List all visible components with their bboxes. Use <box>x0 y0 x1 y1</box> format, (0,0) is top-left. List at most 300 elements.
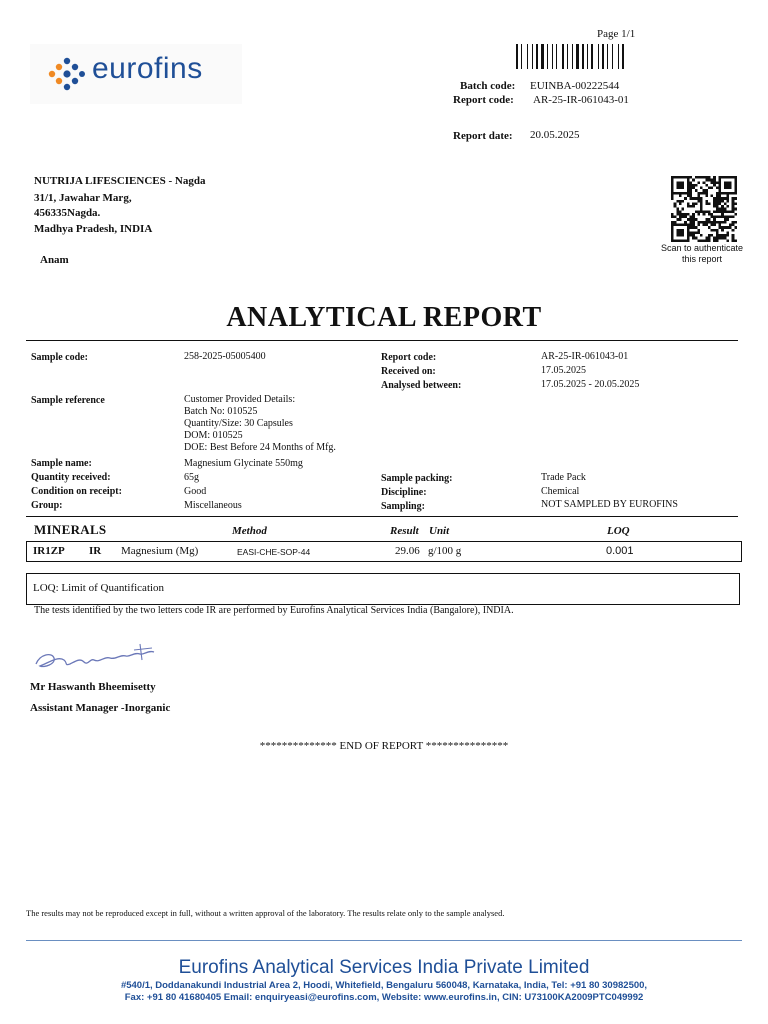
qr-module <box>676 229 679 232</box>
qr-module <box>692 179 695 182</box>
qr-module <box>689 226 692 229</box>
reference-line: Batch No: 010525 <box>184 406 258 417</box>
qr-module <box>721 205 724 208</box>
qr-module <box>719 200 722 203</box>
qr-module <box>705 176 708 179</box>
qr-module <box>708 179 711 182</box>
qr-module <box>687 181 690 184</box>
qr-module <box>711 213 714 216</box>
barcode-bar <box>539 44 540 69</box>
qr-module <box>695 176 698 179</box>
qr-module <box>703 176 706 179</box>
qr-module <box>684 213 687 216</box>
qr-module <box>716 234 719 237</box>
qr-module <box>724 216 727 219</box>
barcode-bar <box>622 44 624 69</box>
barcode-bar <box>569 44 571 69</box>
sampling-value: NOT SAMPLED BY EUROFINS <box>541 499 678 510</box>
qr-module <box>695 189 698 192</box>
qr-module <box>697 229 700 232</box>
reference-line: DOE: Best Before 24 Months of Mfg. <box>184 442 336 453</box>
qr-module <box>700 234 703 237</box>
company-name: Eurofins Analytical Services India Private Limited <box>178 957 590 978</box>
qr-module <box>708 239 711 242</box>
qr-module <box>713 200 716 203</box>
qr-module <box>703 239 706 242</box>
qr-module <box>684 224 687 227</box>
barcode-bar <box>618 44 619 69</box>
qr-module <box>719 184 722 187</box>
qr-module <box>684 216 687 219</box>
qr-module <box>721 216 724 219</box>
qr-module <box>724 184 727 187</box>
qr-module <box>692 234 695 237</box>
discipline-label: Discipline: <box>381 487 427 498</box>
qr-module <box>724 197 727 200</box>
barcode-bar <box>519 44 520 69</box>
analysed-between-value: 17.05.2025 - 20.05.2025 <box>541 379 640 390</box>
qr-module <box>716 187 719 190</box>
qr-module <box>705 239 708 242</box>
group-value: Miscellaneous <box>184 500 242 511</box>
qr-module <box>703 221 706 224</box>
qr-module <box>705 218 708 221</box>
qr-module <box>689 176 692 179</box>
qr-module <box>674 216 677 219</box>
qr-module <box>700 197 703 200</box>
qr-module <box>684 192 687 195</box>
barcode-bar <box>614 44 617 69</box>
qr-module <box>726 226 729 229</box>
qr-module <box>676 192 679 195</box>
qr-module <box>716 231 719 234</box>
qr-module <box>734 208 737 211</box>
qr-module <box>729 181 732 184</box>
received-on-value: 17.05.2025 <box>541 365 586 376</box>
reference-line: Customer Provided Details: <box>184 394 296 405</box>
barcode-bar <box>620 44 621 69</box>
qr-module <box>708 237 711 240</box>
qr-module <box>674 239 677 242</box>
qr-module <box>734 176 737 179</box>
report-date-label: Report date: <box>453 130 513 142</box>
qr-module <box>724 181 727 184</box>
qr-module <box>713 224 716 227</box>
qr-module <box>719 181 722 184</box>
qr-module <box>708 234 711 237</box>
qr-module <box>711 221 714 224</box>
barcode-bar <box>589 44 590 69</box>
qr-module <box>719 216 722 219</box>
qr-module <box>708 202 711 205</box>
qr-caption <box>652 243 752 265</box>
quantity-label: Quantity received: <box>31 472 111 483</box>
qr-module <box>726 205 729 208</box>
barcode-bar <box>523 44 526 69</box>
qr-module <box>732 239 735 242</box>
qr-module <box>721 234 724 237</box>
qr-module <box>682 224 685 227</box>
qr-module <box>711 194 714 197</box>
qr-module <box>695 202 698 205</box>
qr-module <box>682 192 685 195</box>
barcode-bar <box>554 44 555 69</box>
quantity-value: 65g <box>184 472 199 483</box>
signatory-role: Assistant Manager -Inorganic <box>30 702 171 714</box>
qr-module <box>687 229 690 232</box>
qr-module <box>713 221 716 224</box>
barcode-bar <box>605 44 606 69</box>
qr-module <box>734 213 737 216</box>
qr-module <box>721 208 724 211</box>
qr-module <box>676 239 679 242</box>
qr-module <box>713 216 716 219</box>
qr-module <box>697 176 700 179</box>
qr-module <box>700 176 703 179</box>
qr-module <box>697 181 700 184</box>
qr-module <box>732 202 735 205</box>
qr-module <box>726 197 729 200</box>
qr-module <box>692 224 695 227</box>
qr-module <box>726 192 729 195</box>
qr-module <box>721 237 724 240</box>
qr-module <box>726 239 729 242</box>
logo-wordmark: eurofins <box>92 52 203 85</box>
qr-module <box>724 218 727 221</box>
qr-module <box>703 192 706 195</box>
qr-module <box>732 237 735 240</box>
qr-module <box>705 189 708 192</box>
barcode-bar <box>591 44 593 69</box>
qr-module <box>692 218 695 221</box>
qr-module <box>695 237 698 240</box>
sampling-label: Sampling: <box>381 501 425 512</box>
qr-module <box>700 208 703 211</box>
qr-module <box>695 226 698 229</box>
qr-module <box>689 218 692 221</box>
barcode-bar <box>609 44 611 69</box>
qr-module <box>705 202 708 205</box>
barcode-bar <box>612 44 613 69</box>
qr-module <box>703 189 706 192</box>
qr-module <box>734 202 737 205</box>
barcode-bar <box>567 44 568 69</box>
qr-module <box>719 237 722 240</box>
barcode-bar <box>625 44 626 69</box>
qr-module <box>726 194 729 197</box>
qr-module <box>729 210 732 213</box>
qr-module <box>679 231 682 234</box>
qr-module <box>729 224 732 227</box>
qr-module <box>719 179 722 182</box>
group-label: Group: <box>31 500 63 511</box>
qr-module <box>732 208 735 211</box>
qr-module <box>724 208 727 211</box>
qr-module <box>671 234 674 237</box>
barcode-bar <box>607 44 608 69</box>
qr-module <box>726 216 729 219</box>
qr-module <box>721 226 724 229</box>
qr-module <box>679 184 682 187</box>
sample-reference-label: Sample reference <box>31 395 105 406</box>
qr-module <box>689 231 692 234</box>
qr-module <box>671 237 674 240</box>
qr-module <box>679 181 682 184</box>
qr-module <box>687 213 690 216</box>
report-code-label: Report code: <box>453 94 514 106</box>
reference-line: DOM: 010525 <box>184 430 243 441</box>
qr-module <box>721 176 724 179</box>
qr-module <box>697 221 700 224</box>
qr-module <box>689 187 692 190</box>
lab-note: The tests identified by the two letters code IR are performed by Eurofins Analytical Services India (Bangalore), INDIA. <box>34 605 514 616</box>
qr-module <box>700 192 703 195</box>
packing-value: Trade Pack <box>541 472 586 483</box>
qr-module <box>671 224 674 227</box>
qr-module <box>674 202 677 205</box>
qr-module <box>697 194 700 197</box>
qr-module <box>732 210 735 213</box>
qr-module <box>674 221 677 224</box>
method-code: EASI-CHE-SOP-44 <box>237 547 311 557</box>
qr-module <box>705 237 708 240</box>
client-address-line-2: 456335Nagda. <box>34 207 101 219</box>
parameter-name: Magnesium (Mg) <box>121 545 199 557</box>
client-attention: Anam <box>40 254 69 266</box>
batch-code-value: EUINBA-00222544 <box>530 80 620 92</box>
qr-module <box>713 179 716 182</box>
qr-module <box>676 208 679 211</box>
qr-module <box>689 205 692 208</box>
qr-module <box>671 197 674 200</box>
qr-module <box>713 181 716 184</box>
qr-module <box>719 210 722 213</box>
qr-module <box>713 239 716 242</box>
barcode-bar <box>547 44 548 69</box>
qr-module <box>695 231 698 234</box>
qr-module <box>671 176 674 179</box>
qr-module <box>724 234 727 237</box>
qr-module <box>679 213 682 216</box>
qr-module <box>692 187 695 190</box>
company-address-line-1: #540/1, Doddanakundi Industrial Area 2, Hoodi, Whitefield, Bengaluru 560048, Karnataka, India, Tel: +91 80 30982500, <box>120 980 648 991</box>
qr-module <box>682 200 685 203</box>
qr-module <box>687 202 690 205</box>
sample-name-label: Sample name: <box>31 458 92 469</box>
qr-module <box>682 213 685 216</box>
qr-module <box>692 231 695 234</box>
report-date-value: 20.05.2025 <box>530 129 580 141</box>
qr-module <box>708 187 711 190</box>
qr-module <box>719 192 722 195</box>
qr-module <box>689 194 692 197</box>
qr-module <box>705 184 708 187</box>
qr-module <box>716 239 719 242</box>
qr-module <box>684 197 687 200</box>
qr-module <box>679 210 682 213</box>
qr-module <box>682 234 685 237</box>
qr-module <box>713 176 716 179</box>
page-number: Page 1/1 <box>597 28 636 40</box>
analysed-between-label: Analysed between: <box>381 380 462 391</box>
qr-module <box>713 202 716 205</box>
barcode-bar <box>580 44 581 69</box>
qr-module <box>724 221 727 224</box>
qr-module <box>734 197 737 200</box>
barcode-bar <box>594 44 597 69</box>
qr-module <box>732 205 735 208</box>
qr-module <box>734 221 737 224</box>
qr-module <box>689 189 692 192</box>
qr-module <box>679 234 682 237</box>
qr-module <box>695 210 698 213</box>
qr-module <box>689 234 692 237</box>
barcode-bar <box>545 44 546 69</box>
sample-code-label: Sample code: <box>31 352 88 363</box>
result-column-header: Result <box>390 525 419 537</box>
qr-module <box>682 181 685 184</box>
qr-module <box>726 218 729 221</box>
qr-module <box>682 184 685 187</box>
barcode-bar <box>587 44 588 69</box>
qr-module <box>682 208 685 211</box>
qr-module <box>671 216 674 219</box>
qr-module <box>708 210 711 213</box>
qr-code-icon[interactable] <box>668 176 740 242</box>
qr-module <box>687 192 690 195</box>
qr-module <box>705 210 708 213</box>
qr-module <box>676 231 679 234</box>
qr-module <box>711 187 714 190</box>
qr-module <box>732 197 735 200</box>
qr-module <box>692 226 695 229</box>
qr-module <box>711 229 714 232</box>
end-of-report: ************** END OF REPORT *************** <box>259 740 509 752</box>
barcode-bar <box>556 44 557 69</box>
footer-rule <box>26 940 742 941</box>
qr-module <box>724 192 727 195</box>
qr-module <box>692 216 695 219</box>
qr-module <box>679 187 682 190</box>
qr-module <box>726 181 729 184</box>
qr-module <box>721 213 724 216</box>
loq-column-header: LOQ <box>607 525 630 537</box>
qr-module <box>687 179 690 182</box>
qr-module <box>732 216 735 219</box>
qr-module <box>734 184 737 187</box>
qr-module <box>682 176 685 179</box>
barcode-bar <box>558 44 561 69</box>
qr-module <box>697 231 700 234</box>
qr-module <box>719 224 722 227</box>
qr-module <box>711 234 714 237</box>
qr-module <box>697 224 700 227</box>
qr-module <box>716 197 719 200</box>
barcode-bar <box>552 44 553 69</box>
barcode-bar <box>585 44 586 69</box>
qr-module <box>687 224 690 227</box>
qr-module <box>697 200 700 203</box>
qr-module <box>674 192 677 195</box>
qr-module <box>695 184 698 187</box>
qr-module <box>697 210 700 213</box>
qr-module <box>726 200 729 203</box>
qr-module <box>713 205 716 208</box>
qr-module <box>682 231 685 234</box>
qr-module <box>700 221 703 224</box>
qr-module <box>676 224 679 227</box>
qr-module <box>703 210 706 213</box>
qr-module <box>705 192 708 195</box>
qr-module <box>671 179 674 182</box>
qr-module <box>687 205 690 208</box>
qr-module <box>724 202 727 205</box>
barcode-bar <box>549 44 551 69</box>
qr-module <box>713 218 716 221</box>
barcode-bar <box>529 44 531 69</box>
company-address-line-2: Fax: +91 80 41680405 Email: enquiryeasi@eurofins.com, Website: www.eurofins.in, CIN: U73100KA2009PTC049992 <box>124 992 644 1003</box>
qr-module <box>687 187 690 190</box>
lab-code: IR <box>89 545 102 557</box>
qr-module <box>676 187 679 190</box>
qr-module <box>687 194 690 197</box>
client-address-line-3: Madhya Pradesh, INDIA <box>34 223 153 235</box>
qr-module <box>734 226 737 229</box>
details-rule <box>26 516 738 517</box>
qr-module <box>700 239 703 242</box>
qr-module <box>713 184 716 187</box>
qr-module <box>676 176 679 179</box>
qr-module <box>716 200 719 203</box>
qr-module <box>716 205 719 208</box>
barcode-bar <box>534 44 535 69</box>
eurofins-logo-icon <box>46 56 86 92</box>
qr-module <box>682 239 685 242</box>
qr-module <box>716 192 719 195</box>
qr-module <box>726 210 729 213</box>
condition-label: Condition on receipt: <box>31 486 122 497</box>
qr-module <box>676 181 679 184</box>
qr-module <box>729 192 732 195</box>
qr-module <box>671 226 674 229</box>
qr-module <box>705 194 708 197</box>
qr-module <box>687 239 690 242</box>
qr-module <box>689 197 692 200</box>
barcode-bar <box>600 44 601 69</box>
barcode-bar <box>516 44 518 69</box>
qr-module <box>716 210 719 213</box>
disclaimer: The results may not be reproduced except in full, without a written approval of the laboratory. The results relate only to the sample analysed. <box>26 908 505 918</box>
qr-module <box>716 237 719 240</box>
qr-module <box>695 218 698 221</box>
qr-module <box>732 224 735 227</box>
qr-module <box>676 210 679 213</box>
client-name: NUTRIJA LIFESCIENCES - Nagda <box>34 175 206 187</box>
qr-module <box>700 187 703 190</box>
qr-module <box>679 176 682 179</box>
qr-module <box>734 181 737 184</box>
qr-module <box>708 221 711 224</box>
qr-module <box>684 221 687 224</box>
qr-module <box>679 194 682 197</box>
sample-report-code-label: Report code: <box>381 352 437 363</box>
qr-module <box>679 218 682 221</box>
qr-module <box>697 192 700 195</box>
qr-module <box>734 189 737 192</box>
qr-module <box>692 221 695 224</box>
qr-module <box>705 221 708 224</box>
qr-module <box>695 197 698 200</box>
